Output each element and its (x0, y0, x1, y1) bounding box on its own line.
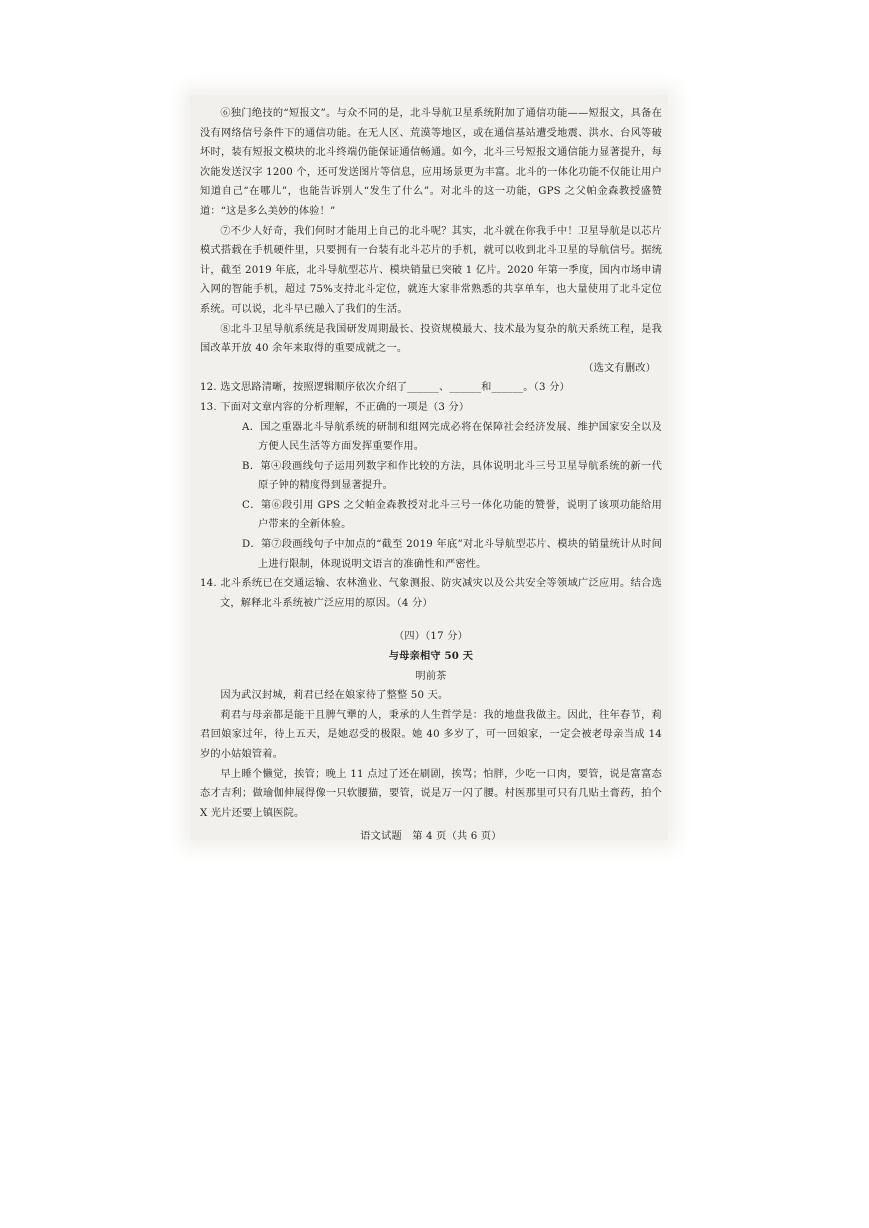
option-a: A．国之重器北斗导航系统的研制和组网完成必将在保障社会经济发展、维护国家安全以及方便人民生活等方面发挥重要作用。 (242, 421, 662, 453)
question-12: 12. 选文思路清晰，按照逻辑顺序依次介绍了______、______和______。（3 分） (200, 382, 570, 394)
paragraph-6: ⑥独门绝技的“短报文”。与众不同的是，北斗导航卫星系统附加了通信功能——短报文，具备在没有网络信号条件下的通信功能。在无人区、荒漠等地区，或在通信基站遭受地震、洪水、台风等破坏时，装有短报文模块的北斗终端仍能保证通信畅通。如今，北斗三号短报文通信能力显著提升，每次能发送汉字 1200 个，还可发送图片等信息，应用场景更为丰富。北斗的一体化功能不仅能让用户知道自己“在哪儿”，也能告诉别人“发生了什么”。对北斗的这一功能，GPS 之父帕金森教授盛赞道：“这是多么美妙的体验！” (200, 108, 662, 217)
paragraph-7: ⑦不少人好奇，我们何时才能用上自己的北斗呢？其实，北斗就在你我手中！卫星导航是以芯片模式搭载在手机硬件里，只要拥有一台装有北斗芯片的手机，就可以收到北斗卫星的导航信号。据统计，截至 2019 年底，北斗导航型芯片、模块销量已突破 1 亿片。2020 年第一季度，国内市场申请入网的智能手机，超过 75%支持北斗定位，就连大家非常熟悉的共享单车，也大量使用了北斗定位系统。可以说，北斗早已融入了我们的生活。 (200, 225, 662, 315)
article-paragraph-1: 因为武汉封城，莉君已经在娘家待了整整 50 天。 (220, 690, 449, 702)
question-14: 14. 北斗系统已在交通运输、农林渔业、气象测报、防灾减灾以及公共安全等领域广泛应用。结合选文，解释北斗系统被广泛应用的原因。（4 分） (200, 578, 662, 609)
option-d: D．第⑦段画线句子中加点的“截至 2019 年底”对北斗导航型芯片、模块的销量统计从时间上进行限制，体现说明文语言的准确性和严密性。 (242, 539, 662, 570)
article-paragraph-3: 早上睡个懒觉，挨管；晚上 11 点过了还在刷剧，挨骂；怕胖，少吃一口肉，要管，说是富富态态才吉利；做瑜伽伸展得像一只软腰猫，要管，说是万一闪了腰。村医那里可只有几贴土膏药，拍个 X 光片还要上镇医院。 (200, 768, 662, 819)
option-b: B．第④段画线句子运用列数字和作比较的方法，具体说明北斗三号卫星导航系统的新一代原子钟的精度得到显著提升。 (242, 460, 662, 492)
article-title: 与母亲相守 50 天 (388, 650, 474, 663)
article-author: 明前茶 (415, 670, 447, 682)
article-paragraph-2: 莉君与母亲都是能干且脾气犟的人，秉承的人生哲学是：我的地盘我做主。因此，往年春节，莉君回娘家过年，待上五天，是她忍受的极限。她 40 多岁了，可一回娘家，一定会被老母亲当成 14 岁的小姑娘管着。 (200, 709, 662, 760)
exam-page-content (200, 104, 662, 847)
question-13: 13. 下面对文章内容的分析理解，不正确的一项是（3 分） (200, 401, 470, 413)
paragraph-8: ⑧北斗卫星导航系统是我国研发周期最长、投资规模最大、技术最为复杂的航天系统工程，是我国改革开放 40 余年来取得的重要成就之一。 (200, 323, 662, 355)
section-header: （四）（17 分） (393, 631, 469, 643)
source-note: （选文有删改） (583, 362, 656, 374)
page-footer: 语文试题 第 4 页（共 6 页） (360, 831, 502, 843)
option-c: C．第⑥段引用 GPS 之父帕金森教授对北斗三号一体化功能的赞誉，说明了该项功能给用户带来的全新体验。 (242, 499, 662, 531)
